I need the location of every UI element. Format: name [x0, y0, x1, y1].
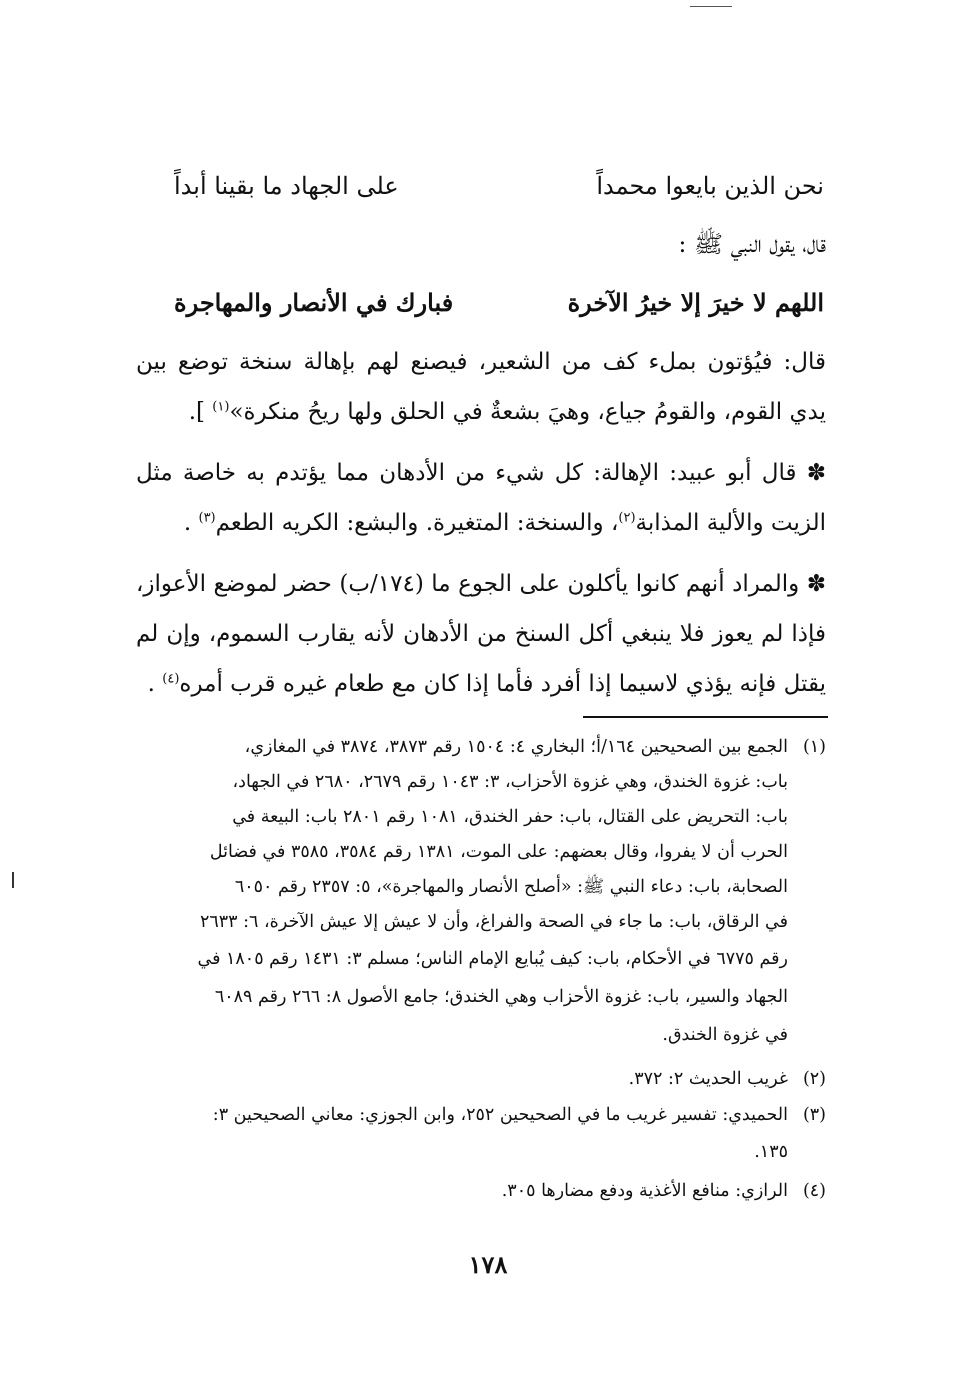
footnote-1-line-5: الصحابة، باب: دعاء النبي ﷺ: «أصلح الأنصار والمهاجرة»، ٥: ٢٣٥٧ رقم ٦٠٥٠ — [234, 877, 788, 897]
para2-line2-text-a: الزيت والألية المذابة — [635, 510, 826, 536]
footnote-3-line-1 — [136, 1100, 826, 1131]
footnote-ref-1[interactable]: (١) — [212, 399, 230, 415]
footnote-3-number: (٣) — [802, 1105, 826, 1125]
footnote-2-number: (٢) — [802, 1069, 826, 1089]
verse1-first-hemistich: نحن الذين بايعوا محمداً — [596, 172, 824, 200]
footnote-1-line-8: الجهاد والسير، باب: غزوة الأحزاب وهي الخندق؛ جامع الأصول ٨: ٢٦٦ رقم ٦٠٨٩ — [214, 987, 788, 1007]
verse2-second-hemistich: فبارك في الأنصار والمهاجرة — [174, 288, 454, 317]
para2-line2 — [136, 503, 826, 543]
para1-line2-text: يدي القوم، والقومُ جياع، وهيَ بشعةٌ في الحلق ولها ريحُ منكرة» — [229, 399, 826, 425]
footnote-4-number: (٤) — [802, 1181, 826, 1201]
footnote-1-line-2: باب: غزوة الخندق، وهي غزوة الأحزاب، ٣: ١٠٤٣ رقم ٢٦٧٩، ٢٦٨٠ في الجهاد، — [232, 772, 788, 792]
footnote-4 — [136, 1176, 826, 1207]
footnote-3-line-2: ١٣٥. — [754, 1142, 788, 1162]
footnote-1-line-4: الحرب أن لا يفروا، وقال بعضهم: على الموت، ١٣٨١ رقم ٣٥٨٤، ٣٥٨٥ في فضائل — [209, 842, 788, 862]
para3-line1: ✽ والمراد أنهم كانوا يأكلون على الجوع ما (١٧٤/ب) حضر لموضع الأعواز، — [136, 571, 826, 597]
para1-line1: قال: فيُؤتون بملء كف من الشعير، فيصنع لهم بإهالة سنخة توضع بين — [136, 349, 826, 375]
footnote-1-line-6: في الرقاق، باب: ما جاء في الصحة والفراغ، وأن لا عيش إلا عيش الآخرة، ٦: ٢٦٣٣ — [199, 912, 788, 932]
top-divider — [690, 6, 732, 7]
para2-line2-end: . — [183, 510, 199, 536]
intro-line: قال، يقول النبي ﷺ : — [678, 230, 826, 258]
footnote-3-text: الحميدي: تفسير غريب ما في الصحيحين ٢٥٢، وابن الجوزي: معاني الصحيحين ٣: — [212, 1105, 788, 1125]
para2-line1: ✽ قال أبو عبيد: الإهالة: كل شيء من الأدهان مما يؤتدم به خاصة مثل — [136, 460, 826, 486]
para3-line3-text: يقتل فإنه يؤذي لاسيما إذا أفرد فأما إذا كان مع طعام غيره قرب أمره — [179, 671, 826, 697]
poem-verse-2 — [174, 283, 824, 323]
para3-line3-end: . — [147, 671, 163, 697]
verse2-first-hemistich: اللهم لا خيرَ إلا خيرُ الآخرة — [567, 288, 824, 317]
verse1-second-hemistich: على الجهاد ما بقينا أبداً — [174, 172, 399, 200]
footnote-2 — [136, 1064, 826, 1095]
footnote-1-text: الجمع بين الصحيحين ١٦٤/أ؛ البخاري ٤: ١٥٠٤ رقم ٣٨٧٣، ٣٨٧٤ في المغازي، — [244, 737, 788, 757]
para1-line2 — [136, 392, 826, 432]
para2-line2-text-b: ، والسنخة: المتغيرة. والبشع: الكريه الطعم — [215, 510, 619, 536]
footnote-1-line-3: باب: التحريض على القتال، باب: حفر الخندق، ١٠٨١ رقم ٢٨٠١ باب: البيعة في — [232, 807, 788, 827]
poem-verse-1 — [174, 166, 824, 206]
page-number: ١٧٨ — [468, 1250, 508, 1279]
footnote-2-text: غريب الحديث ٢: ٣٧٢. — [628, 1069, 788, 1089]
para3-line3 — [136, 664, 826, 704]
footnote-ref-3[interactable]: (٣) — [198, 510, 216, 526]
footnote-1-number: (١) — [802, 737, 826, 757]
para3-line2: فإذا لم يعوز فلا ينبغي أكل السنخ من الأدهان لأنه يقارب السموم، وإن لم — [136, 621, 826, 647]
margin-mark — [12, 872, 14, 888]
footnote-ref-2[interactable]: (٢) — [618, 510, 636, 526]
footnote-ref-4[interactable]: (٤) — [162, 671, 180, 687]
footnote-1-line-7: رقم ٦٧٧٥ في الأحكام، باب: كيف يُبايع الإمام الناس؛ مسلم ٣: ١٤٣١ رقم ١٨٠٥ في — [197, 949, 788, 969]
footnote-1-line-9: في غزوة الخندق. — [662, 1025, 788, 1045]
footnote-1-line-1 — [136, 732, 826, 763]
footnote-separator — [583, 716, 828, 718]
footnote-4-text: الرازي: منافع الأغذية ودفع مضارها ٣٠٥. — [501, 1181, 788, 1201]
para1-line2-end: ]. — [188, 399, 213, 425]
